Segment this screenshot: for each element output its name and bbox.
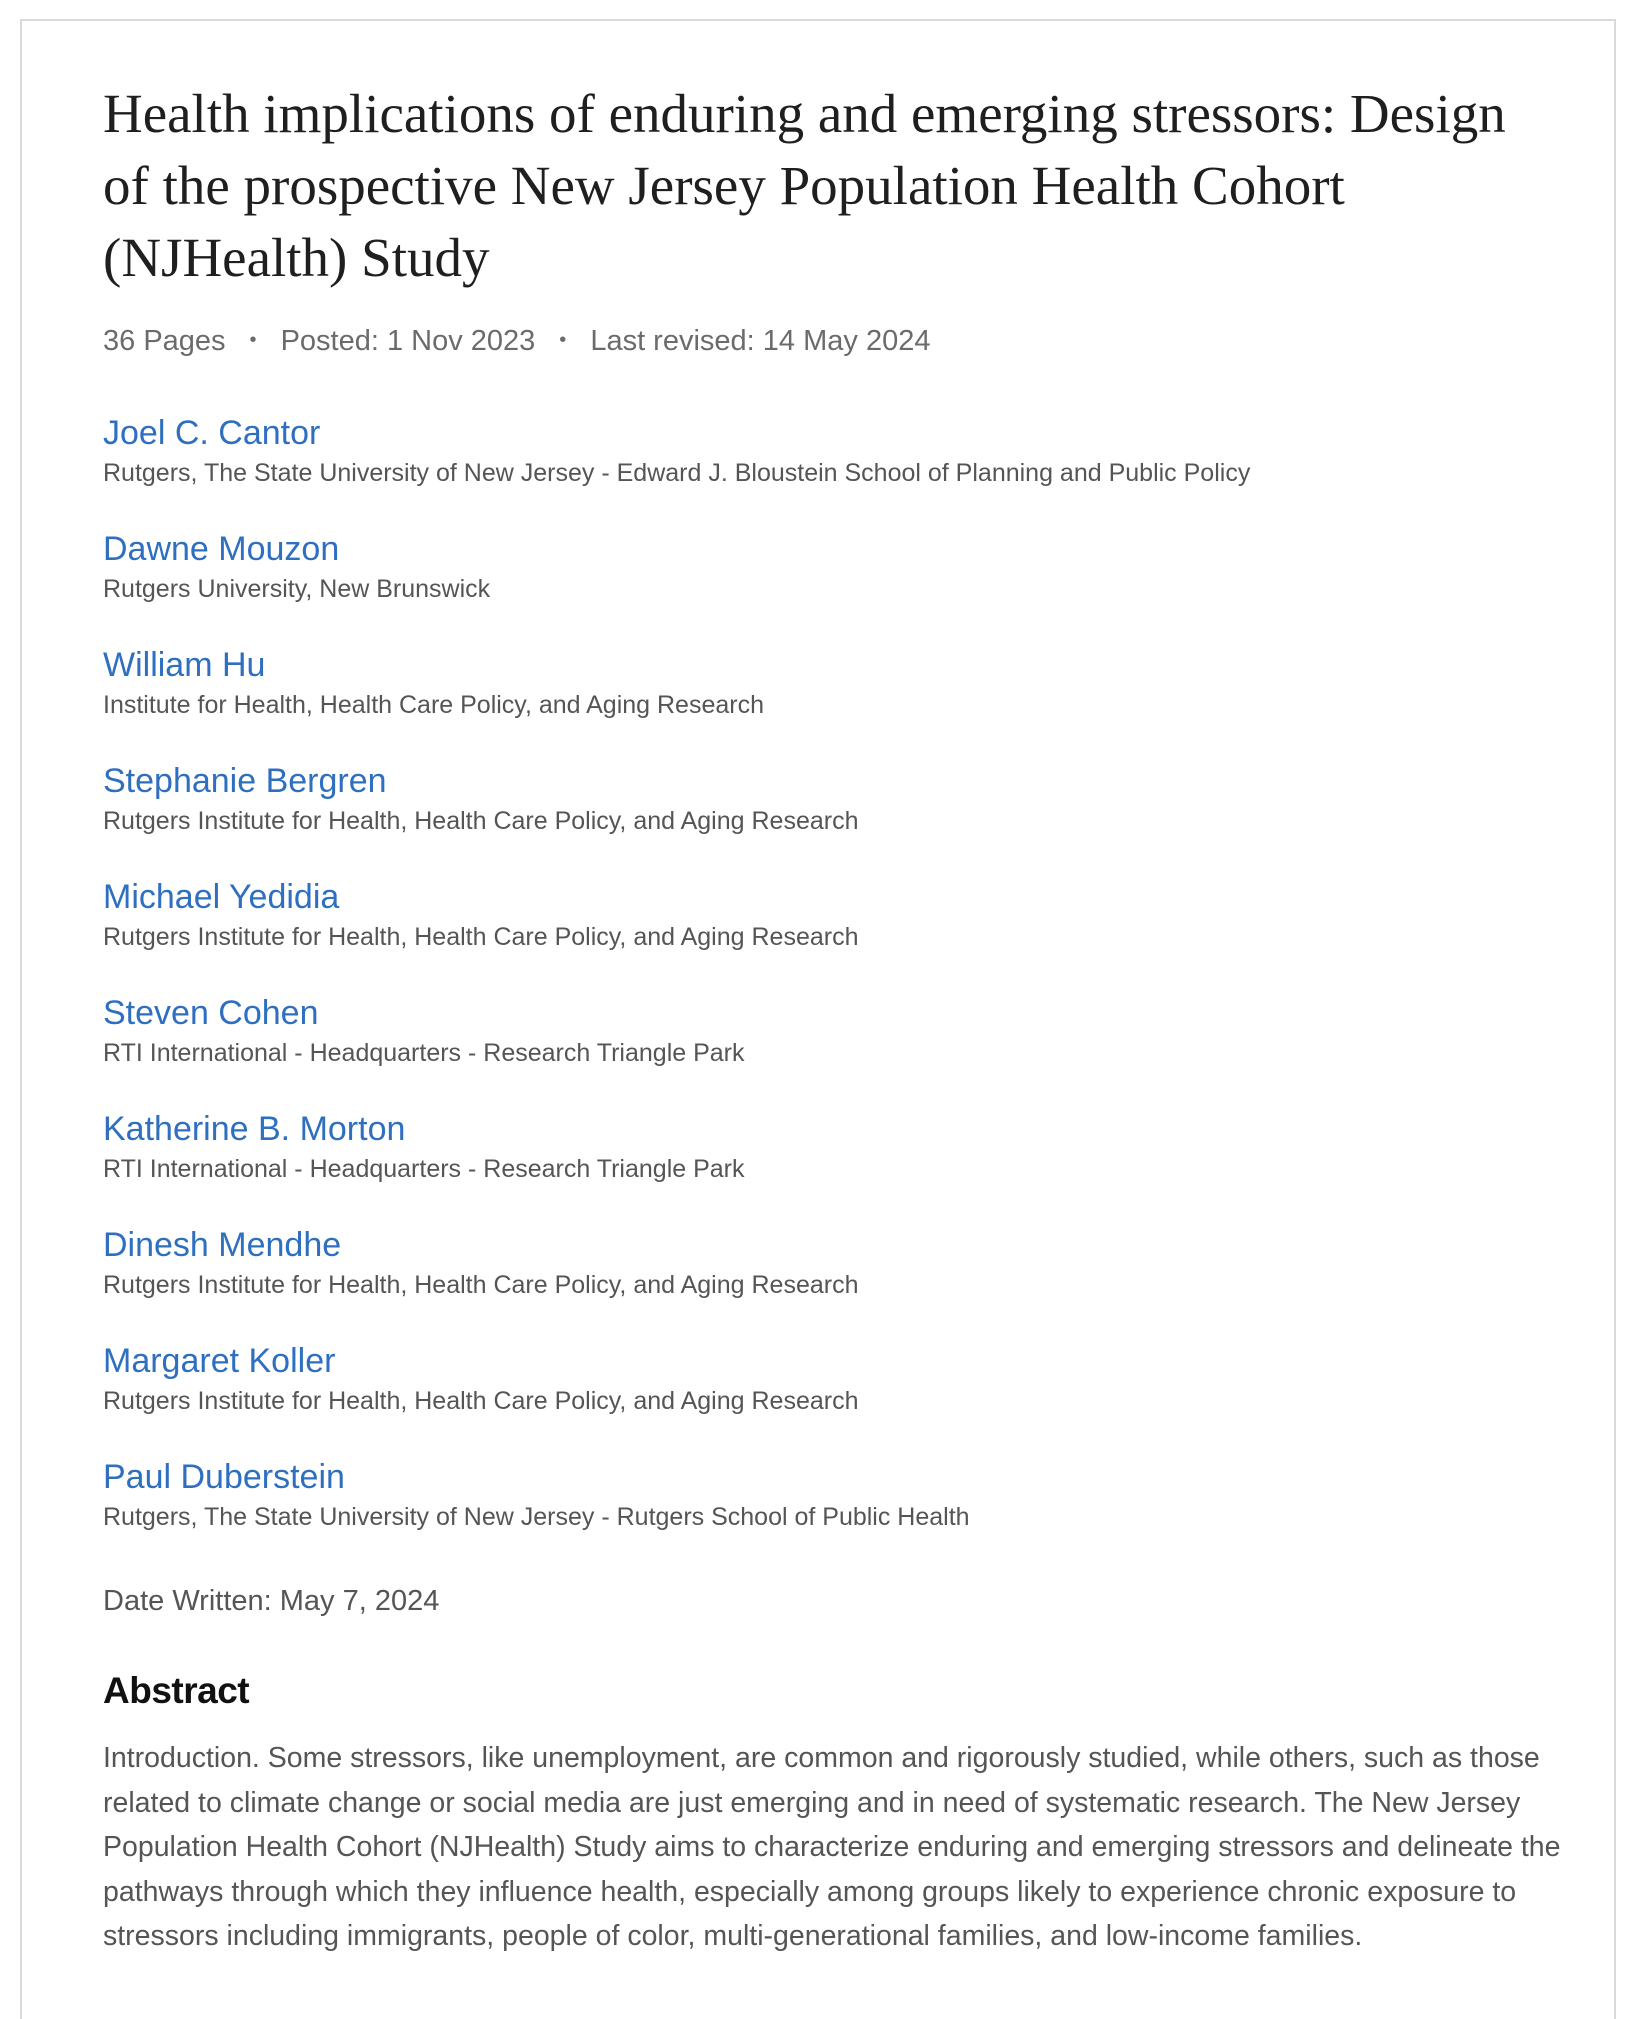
author-entry bbox=[103, 1223, 1563, 1339]
author-affiliation: Rutgers Institute for Health, Health Care Policy, and Aging Research bbox=[103, 807, 859, 835]
separator-dot: • bbox=[249, 329, 257, 352]
author-affiliation: Rutgers, The State University of New Jersey - Rutgers School of Public Health bbox=[103, 1503, 970, 1531]
paper-title: Health implications of enduring and emerging stressors: Design of the prospective New Jersey Population Health Cohort (NJHealth) Study bbox=[103, 83, 1506, 288]
author-affiliation: Rutgers, The State University of New Jersey - Edward J. Bloustein School of Planning and Public Policy bbox=[103, 459, 1251, 487]
author-link[interactable]: Dawne Mouzon bbox=[103, 530, 340, 568]
author-link[interactable]: Dinesh Mendhe bbox=[103, 1226, 342, 1264]
date-written: Date Written: May 7, 2024 bbox=[103, 1585, 440, 1617]
author-entry bbox=[103, 643, 1563, 759]
author-entry bbox=[103, 411, 1563, 527]
paper-meta bbox=[103, 321, 930, 362]
author-affiliation: RTI International - Headquarters - Research Triangle Park bbox=[103, 1155, 745, 1183]
author-affiliation: Rutgers Institute for Health, Health Care Policy, and Aging Research bbox=[103, 1271, 859, 1299]
author-entry bbox=[103, 1107, 1563, 1223]
author-link[interactable]: Stephanie Bergren bbox=[103, 762, 387, 800]
separator-dot: • bbox=[559, 329, 567, 352]
author-entry bbox=[103, 875, 1563, 991]
author-affiliation: Rutgers Institute for Health, Health Care Policy, and Aging Research bbox=[103, 1387, 859, 1415]
author-link[interactable]: Katherine B. Morton bbox=[103, 1110, 406, 1148]
abstract-text: Introduction. Some stressors, like unemployment, are common and rigorously studied, while others, such as those related to climate change or social media are just emerging and in need of systematic research. The New Jersey Population Health Cohort (NJHealth) Study aims to characterize enduring and emerging stressors and delineate the pathways through which they influence health, especially among groups likely to experience chronic exposure to stressors including immigrants, people of color, multi-generational families, and low-income families. bbox=[103, 1742, 1561, 1952]
author-link[interactable]: Steven Cohen bbox=[103, 994, 319, 1032]
posted-date: Posted: 1 Nov 2023 bbox=[280, 325, 536, 357]
page-count: 36 Pages bbox=[103, 325, 226, 357]
author-entry bbox=[103, 527, 1563, 643]
author-entry bbox=[103, 1339, 1563, 1455]
author-link[interactable]: Margaret Koller bbox=[103, 1342, 336, 1380]
last-revised-date: Last revised: 14 May 2024 bbox=[590, 325, 931, 357]
author-affiliation: Rutgers University, New Brunswick bbox=[103, 575, 491, 603]
author-link[interactable]: Michael Yedidia bbox=[103, 878, 340, 916]
author-link[interactable]: Joel C. Cantor bbox=[103, 414, 321, 452]
author-affiliation: RTI International - Headquarters - Research Triangle Park bbox=[103, 1039, 745, 1067]
author-list bbox=[103, 411, 1563, 1571]
paper-card bbox=[20, 19, 1616, 2019]
author-entry bbox=[103, 991, 1563, 1107]
author-affiliation: Rutgers Institute for Health, Health Care Policy, and Aging Research bbox=[103, 923, 859, 951]
author-entry bbox=[103, 1455, 1563, 1571]
author-affiliation: Institute for Health, Health Care Policy, and Aging Research bbox=[103, 691, 764, 719]
author-entry bbox=[103, 759, 1563, 875]
author-link[interactable]: Paul Duberstein bbox=[103, 1458, 345, 1496]
abstract-heading: Abstract bbox=[103, 1670, 250, 1711]
author-link[interactable]: William Hu bbox=[103, 646, 266, 684]
